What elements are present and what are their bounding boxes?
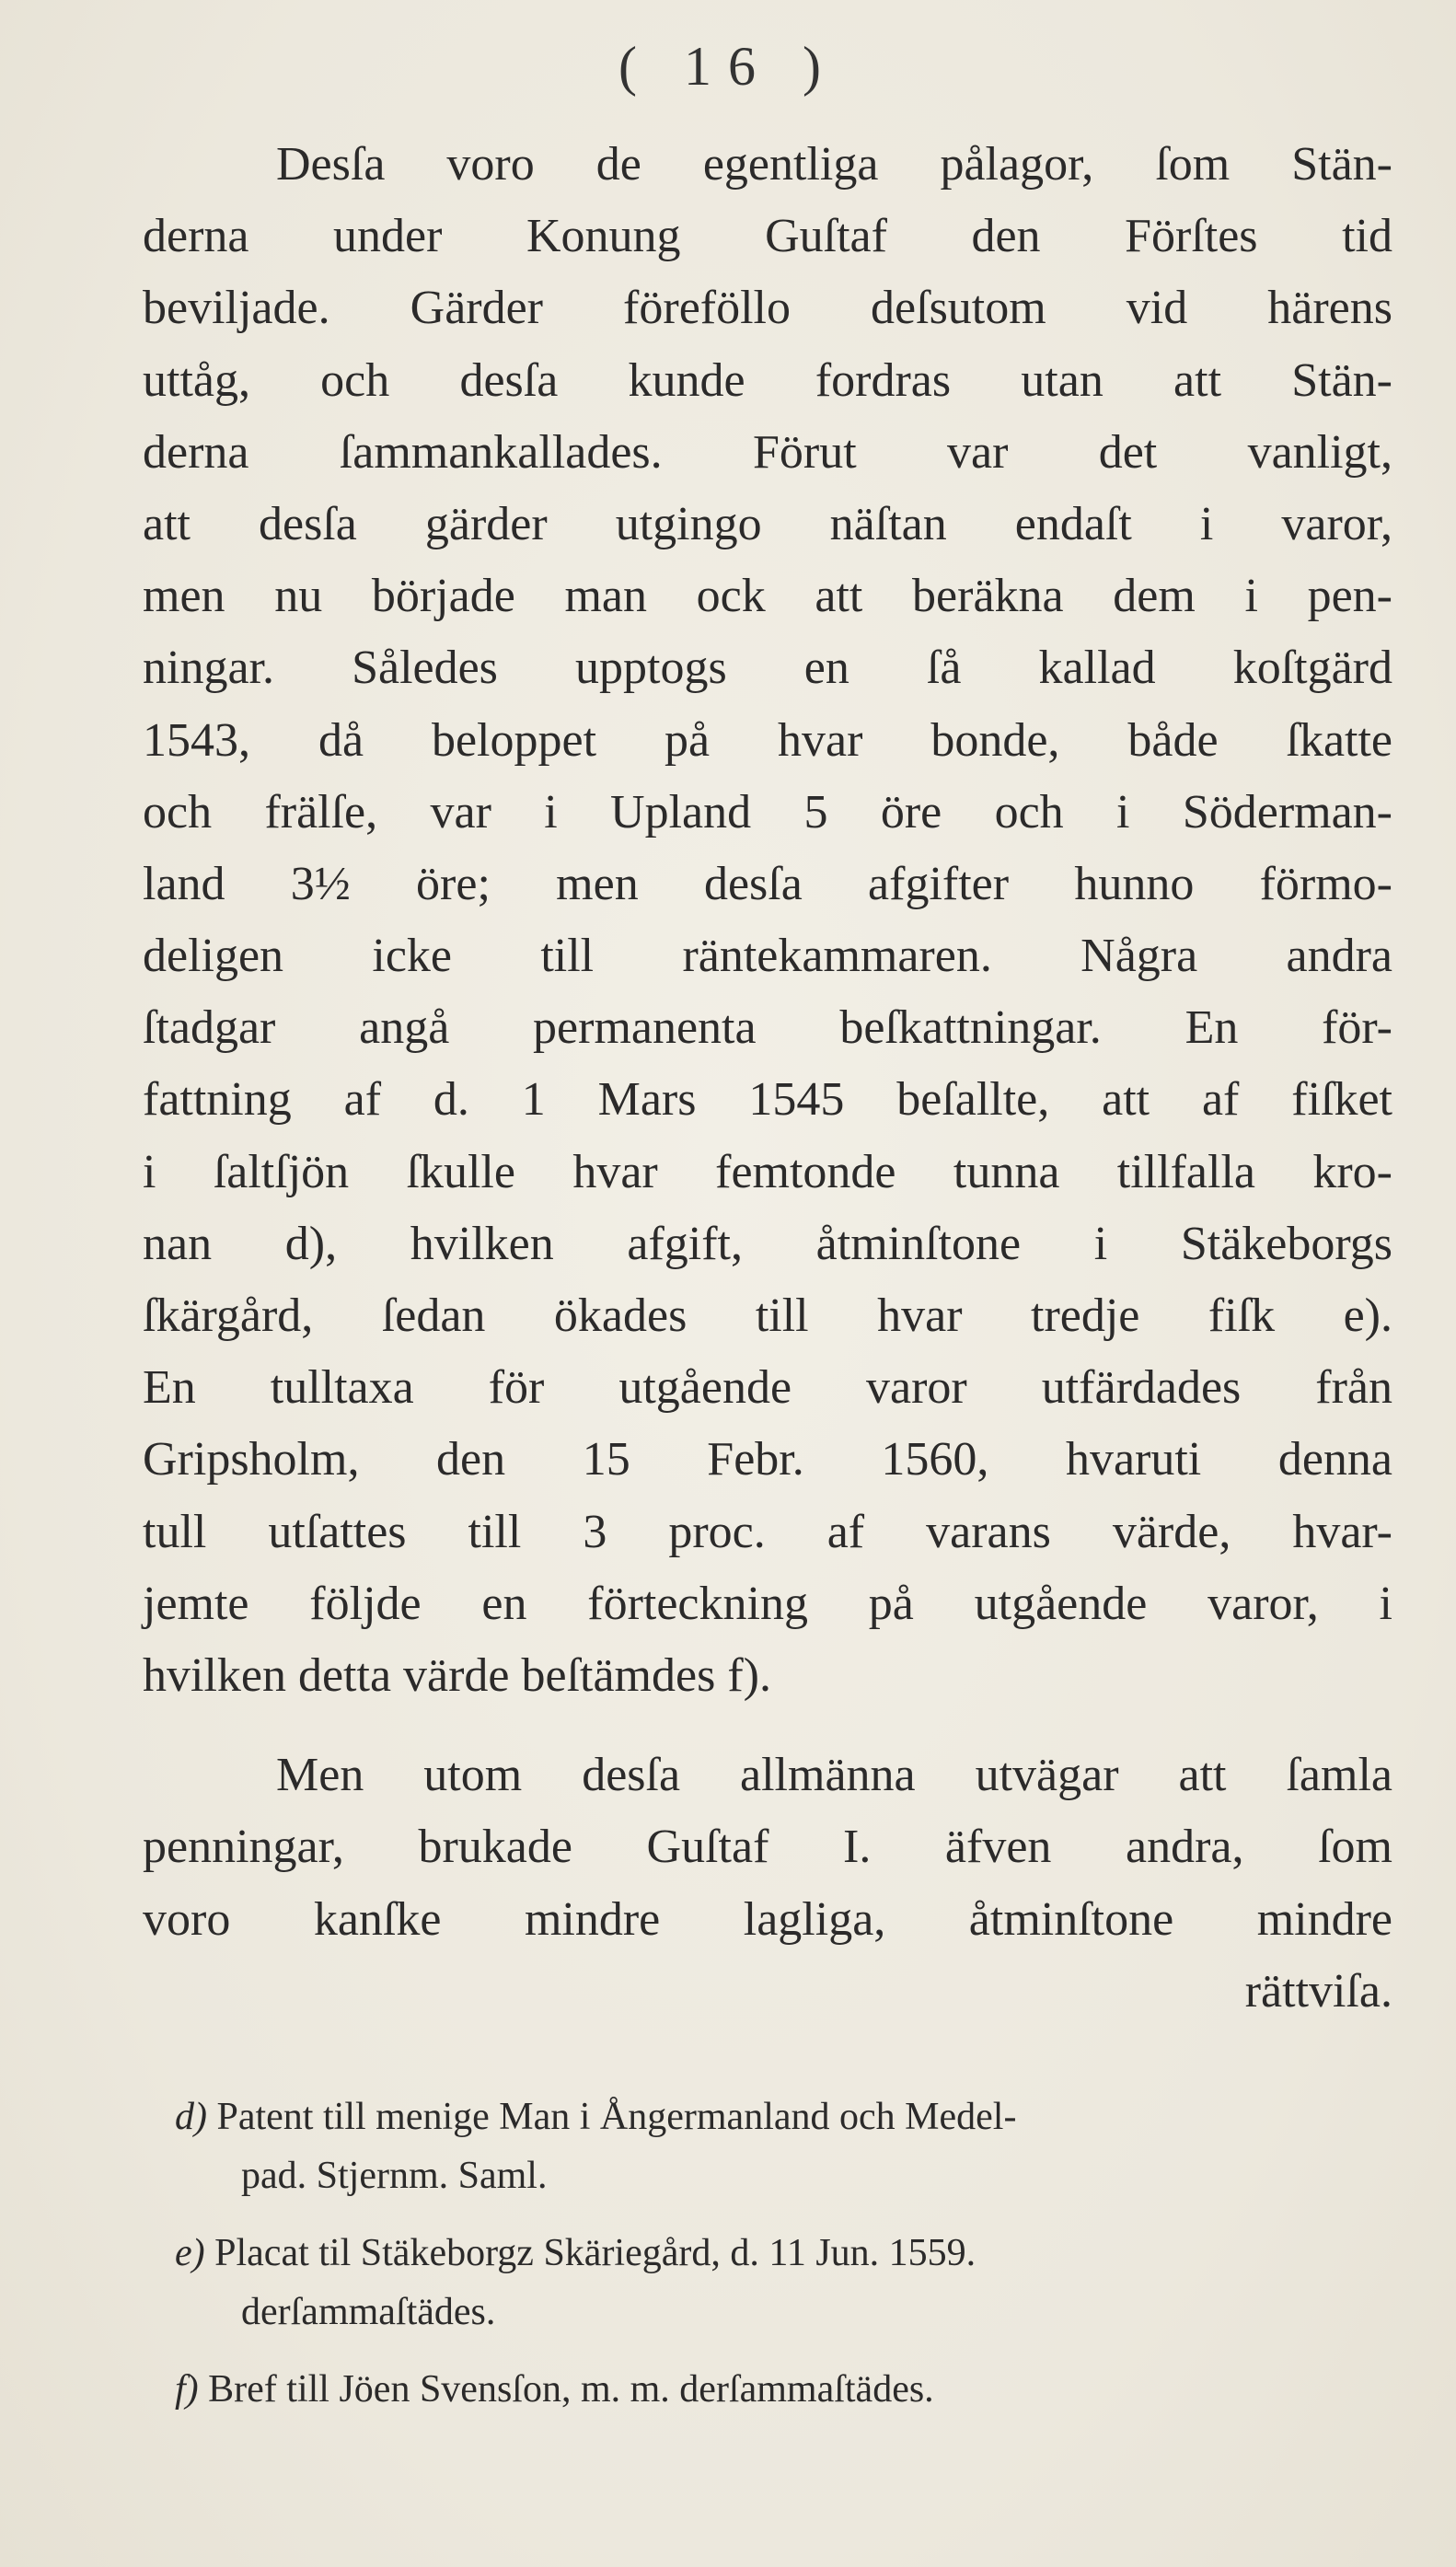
page-number: ( 16 ) (618, 36, 838, 97)
footnote-text: Patent till menige Man i Ångermanland och Medel- (216, 2096, 1017, 2138)
footnote-text: Bref till Jöen Svensſon, m. m. derſammaſtädes. (208, 2368, 934, 2411)
footnote (175, 2360, 1388, 2419)
text-line: deligen icke till räntekammaren. Några andra (143, 930, 1392, 983)
footnote-line (175, 2224, 1388, 2283)
main-text (143, 129, 1392, 2028)
text-line: hvilken detta värde beſtämdes f). (143, 1648, 771, 1702)
text-line: i ſaltſjön ſkulle hvar femtonde tunna tillfalla kro- (143, 1145, 1392, 1198)
text-line: rättviſa. (1244, 1964, 1392, 2018)
text-line: ſtadgar angå permanenta beſkattningar. En för- (143, 1001, 1392, 1055)
text-line: land 3½ öre; men desſa afgifter hunno förmo- (143, 857, 1392, 910)
text-line: ningar. Således upptogs en ſå kallad koſtgärd (143, 642, 1392, 695)
text-line: Men utom desſa allmänna utvägar att ſamla (276, 1749, 1392, 1802)
footnote-line: derſammaſtädes. (241, 2291, 496, 2333)
text-line: Desſa voro de egentliga pålagor, ſom Stän- (276, 138, 1392, 191)
text-line: tull utſattes till 3 proc. af varans värde, hvar- (143, 1505, 1392, 1558)
text-line: men nu började man ock att beräkna dem i pen- (143, 570, 1392, 623)
text-line: derna under Konung Guſtaf den Förſtes tid (143, 210, 1392, 263)
footnote (175, 2087, 1388, 2205)
footnotes (175, 2087, 1388, 2419)
text-line: 1543, då beloppet på hvar bonde, både ſkatte (143, 713, 1392, 767)
footnote-mark: f) (175, 2368, 199, 2411)
text-line: beviljade. Gärder föreföllo deſsutom vid härens (143, 282, 1392, 335)
text-line: ſkärgård, ſedan ökades till hvar tredje fiſk e). (143, 1289, 1392, 1342)
footnote-text: Placat til Stäkeborgz Skäriegård, d. 11 Jun. 1559. (214, 2232, 976, 2274)
text-line: penningar, brukade Guſtaf I. äfven andra, ſom (143, 1821, 1392, 1874)
text-line: Gripsholm, den 15 Febr. 1560, hvaruti denna (143, 1433, 1392, 1486)
footnote-line (175, 2087, 1388, 2146)
footnote-line: pad. Stjernm. Saml. (241, 2155, 548, 2197)
text-line: voro kanſke mindre lagliga, åtminſtone mindre (143, 1892, 1392, 1946)
text-line: nan d), hvilken afgift, åtminſtone i Stäkeborgs (143, 1217, 1392, 1270)
footnote-line (175, 2360, 1388, 2419)
footnote-mark: e) (175, 2232, 205, 2274)
text-line: fattning af d. 1 Mars 1545 beſallte, att af fiſket (143, 1073, 1392, 1127)
text-line: att desſa gärder utgingo näſtan endaſt i varor, (143, 497, 1392, 550)
footnote-mark: d) (175, 2096, 207, 2138)
text-line: jemte följde en förteckning på utgående varor, i (143, 1577, 1392, 1630)
text-line: och frälſe, var i Upland 5 öre och i Söderman- (143, 785, 1392, 838)
text-line: En tulltaxa för utgående varor utfärdades från (143, 1361, 1392, 1415)
text-line: uttåg, och desſa kunde fordras utan att Stän- (143, 353, 1392, 407)
text-line: derna ſammankallades. Förut var det vanligt, (143, 425, 1392, 479)
footnote (175, 2224, 1388, 2342)
